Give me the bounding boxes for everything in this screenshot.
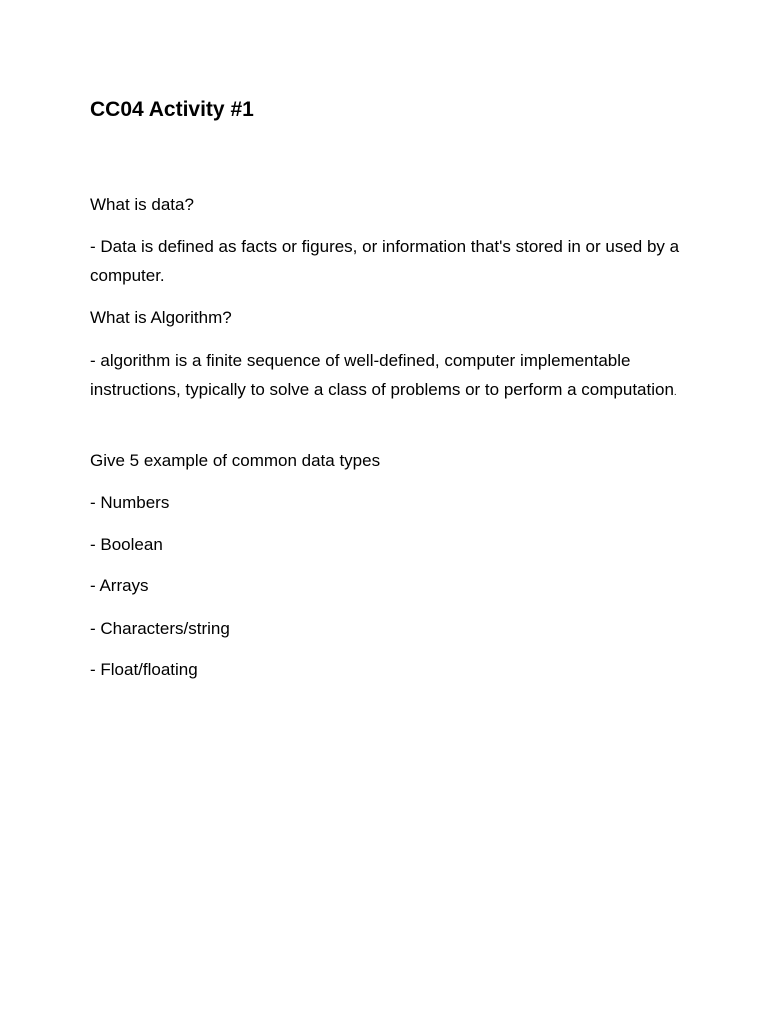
answer-what-is-algorithm [90,346,690,407]
data-type-item: - Boolean [90,535,163,554]
question-what-is-data: What is data? [90,195,194,214]
data-type-item: - Characters/string [90,619,230,638]
answer-period: . [673,387,677,398]
answer-what-is-algorithm-text: - algorithm is a finite sequence of well-defined, computer implementable instructions, typically to solve a class of problems or to perform a computation [90,351,674,399]
document-title: CC04 Activity #1 [90,98,254,121]
question-data-types: Give 5 example of common data types [90,451,381,470]
data-type-item: - Numbers [90,493,170,512]
data-type-item: - Float/floating [90,660,198,679]
data-type-item: - Arrays [90,576,149,595]
answer-what-is-data: - Data is defined as facts or figures, or information that's stored in or used by a computer. [90,237,680,285]
question-what-is-algorithm: What is Algorithm? [90,308,232,327]
